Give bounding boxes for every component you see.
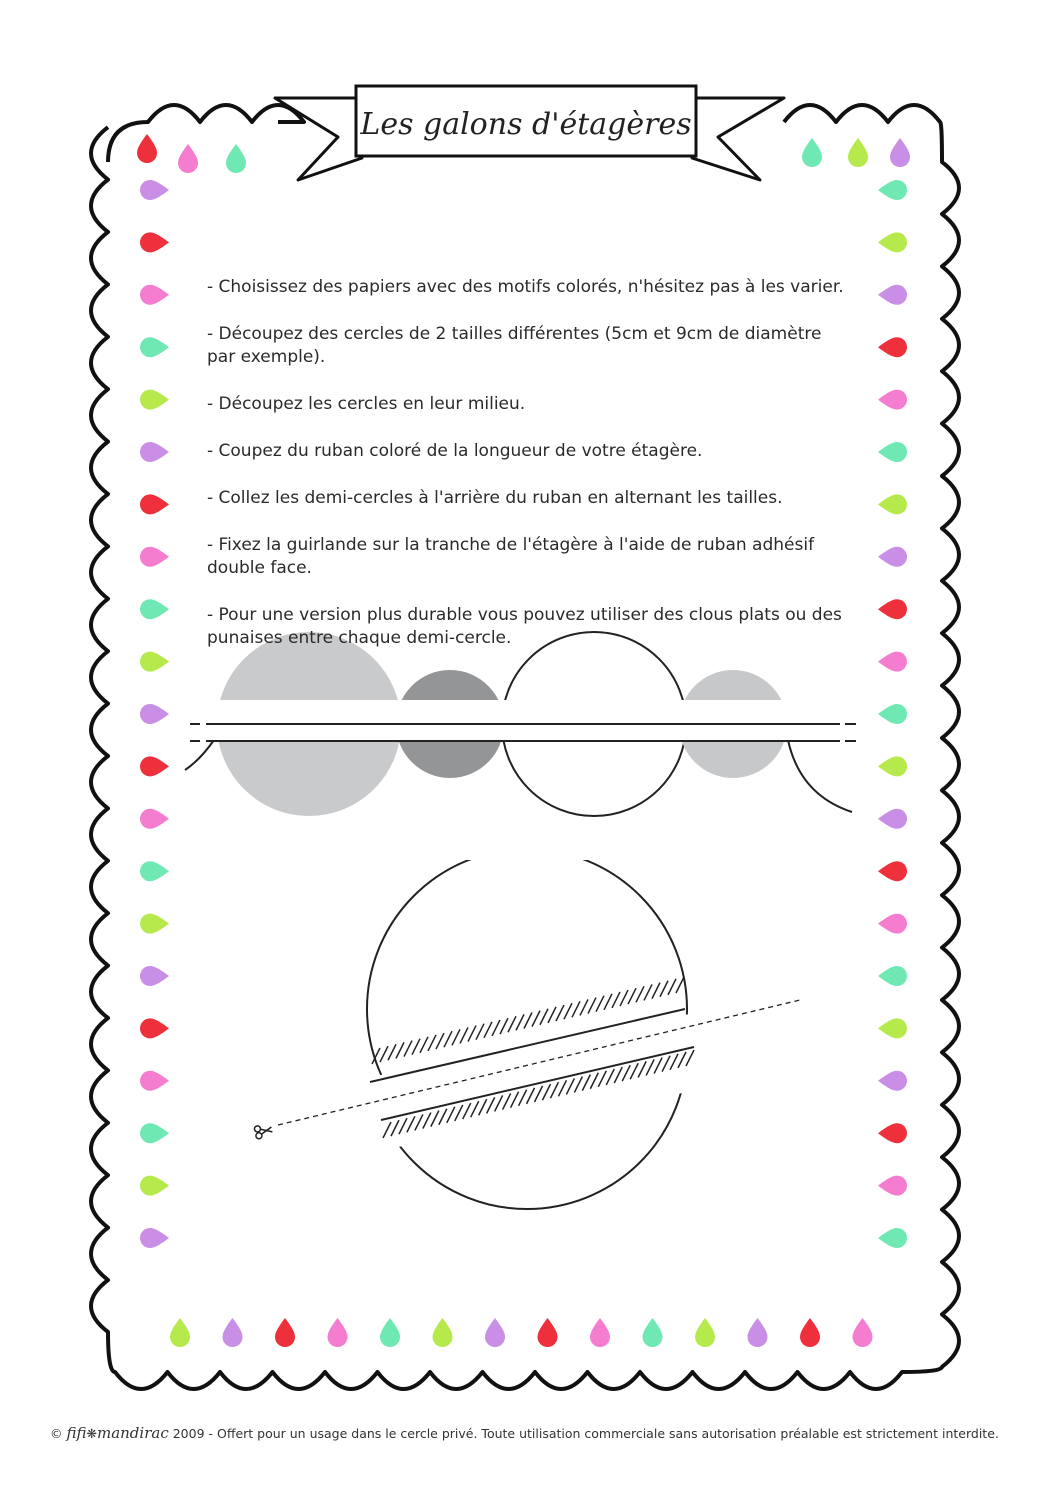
droplet <box>140 390 169 410</box>
droplet <box>878 599 907 619</box>
droplet <box>140 442 169 462</box>
droplet <box>140 232 169 252</box>
instruction-item: - Découpez des cercles de 2 tailles différentes (5cm et 9cm de diamètre par exemple). <box>207 324 822 367</box>
droplet <box>878 756 907 776</box>
droplet <box>643 1318 663 1347</box>
droplet <box>878 1123 907 1143</box>
droplet <box>178 144 198 173</box>
droplet <box>140 180 169 200</box>
droplet <box>140 337 169 357</box>
droplet <box>538 1318 558 1347</box>
scissors-icon <box>254 1123 273 1139</box>
instruction-item: - Choisissez des papiers avec des motifs colorés, n'hésitez pas à les varier. <box>207 277 844 297</box>
droplet <box>137 134 157 163</box>
droplet <box>878 1176 907 1196</box>
droplet <box>140 756 169 776</box>
droplet <box>878 494 907 514</box>
droplet <box>878 861 907 881</box>
droplet <box>848 138 868 167</box>
droplet <box>890 138 910 167</box>
instruction-item: - Découpez les cercles en leur milieu. <box>207 394 526 414</box>
brand-name-right: mandirac <box>96 1424 169 1442</box>
droplet <box>878 232 907 252</box>
droplet <box>878 1228 907 1248</box>
droplet <box>328 1318 348 1347</box>
droplet <box>878 704 907 724</box>
droplet <box>878 1071 907 1091</box>
footer-copyright <box>50 1424 1030 1442</box>
flower-icon: ❋ <box>86 1426 97 1441</box>
droplet <box>802 138 822 167</box>
droplet <box>878 337 907 357</box>
droplet <box>380 1318 400 1347</box>
droplet <box>275 1318 295 1347</box>
droplet <box>140 809 169 829</box>
droplet <box>485 1318 505 1347</box>
droplet <box>140 1018 169 1038</box>
footer-notice: 2009 - Offert pour un usage dans le cercle privé. Toute utilisation commerciale sans autorisation préalable est strictement interdite. <box>172 1426 999 1441</box>
droplet <box>878 390 907 410</box>
droplet <box>433 1318 453 1347</box>
page-title: Les galons d'étagères <box>360 107 692 142</box>
droplet <box>590 1318 610 1347</box>
title-banner <box>275 86 784 180</box>
droplet <box>223 1318 243 1347</box>
droplet <box>140 966 169 986</box>
circle-cutting-illustration <box>254 849 800 1209</box>
brand-name-left: fifi <box>66 1424 87 1442</box>
droplet <box>140 1176 169 1196</box>
droplet <box>748 1318 768 1347</box>
instruction-item: - Fixez la guirlande sur la tranche de l'étagère à l'aide de ruban adhésif double face. <box>207 535 815 578</box>
droplet <box>878 914 907 934</box>
droplet <box>878 966 907 986</box>
droplet <box>140 704 169 724</box>
droplet <box>853 1318 873 1347</box>
droplet <box>140 1123 169 1143</box>
droplet <box>226 144 246 173</box>
droplet <box>140 652 169 672</box>
droplet <box>140 494 169 514</box>
droplet <box>800 1318 820 1347</box>
instruction-item: - Pour une version plus durable vous pouvez utiliser des clous plats ou des punaises entre chaque demi-cercle. <box>207 605 842 648</box>
droplet <box>140 914 169 934</box>
copyright-symbol: © <box>50 1426 63 1441</box>
droplet <box>878 809 907 829</box>
instruction-item: - Collez les demi-cercles à l'arrière du ruban en alternant les tailles. <box>207 488 783 508</box>
droplet <box>878 547 907 567</box>
droplet <box>140 599 169 619</box>
instructions-list <box>207 276 847 674</box>
droplet <box>140 861 169 881</box>
droplet <box>170 1318 190 1347</box>
droplet <box>140 1071 169 1091</box>
droplet <box>878 442 907 462</box>
droplet <box>695 1318 715 1347</box>
droplet <box>140 1228 169 1248</box>
droplet <box>878 1018 907 1038</box>
droplet <box>878 652 907 672</box>
instruction-item: - Coupez du ruban coloré de la longueur de votre étagère. <box>207 441 703 461</box>
droplet <box>140 285 169 305</box>
droplet <box>878 285 907 305</box>
droplet <box>878 180 907 200</box>
droplet <box>140 547 169 567</box>
